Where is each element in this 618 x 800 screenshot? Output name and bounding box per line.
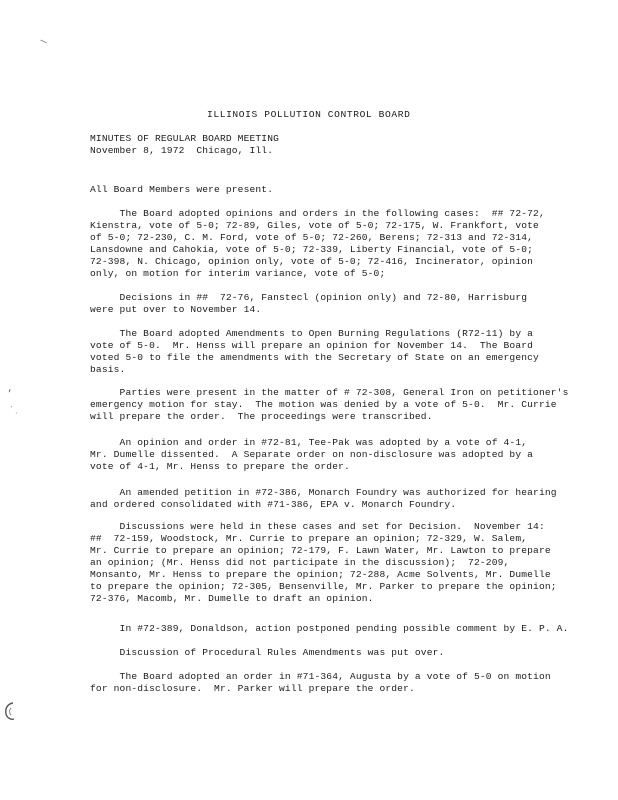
text-line: Discussions were held in these cases and set for Decision. November 14:: [90, 521, 545, 532]
board-title: ILLINOIS POLLUTION CONTROL BOARD: [207, 109, 411, 120]
text-line: 72-376, Macomb, Mr. Dumelle to draft an opinion.: [90, 593, 374, 604]
text-line: emergency motion for stay. The motion was denied by a vote of 5-0. Mr. Currie: [90, 399, 557, 410]
text-line: Decisions in ## 72-76, Fanstecl (opinion only) and 72-80, Harrisburg: [90, 292, 528, 303]
text-line: vote of 5-0. Mr. Henss will prepare an opinion for November 14. The Board: [90, 340, 534, 351]
text-line: Discussion of Procedural Rules Amendments was put over.: [90, 647, 445, 658]
paragraph-monarch-foundry: [90, 487, 560, 511]
text-line: The Board adopted opinions and orders in the following cases: ## 72-72,: [90, 208, 545, 219]
paragraph-donaldson: [90, 623, 569, 635]
text-line: Lansdowne and Cahokia, vote of 5-0; 72-339, Liberty Financial, vote of 5-0;: [90, 244, 534, 255]
paragraph-procedural-rules: [90, 647, 560, 659]
meeting-date-location: November 8, 1972 Chicago, Ill.: [90, 145, 274, 156]
text-line: will prepare the order. The proceedings were transcribed.: [90, 411, 433, 422]
text-line: an opinion; (Mr. Henss did not participate in the discussion); 72-209,: [90, 557, 510, 568]
text-line: In #72-389, Donaldson, action postponed pending possible comment by E. P. A.: [90, 623, 569, 634]
attendance-statement: [90, 184, 273, 196]
text-line: The Board adopted an order in #71-364, Augusta by a vote of 5-0 on motion: [90, 671, 551, 682]
paragraph-open-burning: [90, 328, 560, 376]
text-line: for non-disclosure. Mr. Parker will prepare the order.: [90, 683, 415, 694]
margin-mark: ‵̣: [9, 406, 14, 415]
text-line: were put over to November 14.: [90, 304, 262, 315]
text-line: An opinion and order in #72-81, Tee-Pak was adopted by a vote of 4-1,: [90, 437, 528, 448]
text-line: voted 5-0 to file the amendments with the Secretary of State on an emergency: [90, 352, 539, 363]
text-line: Monsanto, Mr. Henss to prepare the opinion; 72-288, Acme Solvents, Mr. Dumelle: [90, 569, 551, 580]
paragraph-decisions-put-over: [90, 292, 560, 316]
paragraph-opinions-adopted: [90, 208, 560, 280]
paragraph-discussions: [90, 521, 560, 605]
text-line: of 5-0; 72-230, C. M. Ford, vote of 5-0; 72-260, Berens; 72-313 and 72-314,: [90, 232, 534, 243]
text-line: An amended petition in #72-386, Monarch Foundry was authorized for hearing: [90, 487, 557, 498]
text-line: and ordered consolidated with #71-386, EPA v. Monarch Foundry.: [90, 499, 457, 510]
paragraph-general-iron: [90, 387, 569, 423]
text-line: Kienstra, vote of 5-0; 72-89, Giles, vote of 5-0; 72-175, W. Frankfort, vote: [90, 220, 539, 231]
text-line: ## 72-159, Woodstock, Mr. Currie to prepare an opinion; 72-329, W. Salem,: [90, 533, 528, 544]
text-line: to prepare the opinion; 72-305, Bensenville, Mr. Parker to prepare the opinion;: [90, 581, 557, 592]
attendance-text: All Board Members were present.: [90, 184, 274, 195]
paragraph-augusta: [90, 671, 560, 695]
text-line: vote of 4-1, Mr. Henss to prepare the order.: [90, 461, 350, 472]
text-line: basis.: [90, 364, 126, 375]
paragraph-tee-pak: [90, 437, 560, 473]
text-line: The Board adopted Amendments to Open Burning Regulations (R72-11) by a: [90, 328, 534, 339]
margin-mark: ’: [7, 389, 13, 399]
text-line: 72-398, N. Chicago, opinion only, vote of 5-0; 72-416, Incinerator, opinion: [90, 256, 534, 267]
scan-mark: \: [39, 37, 49, 48]
text-line: Mr. Dumelle dissented. A Separate order on non-disclosure was adopted by a: [90, 449, 534, 460]
text-line: only, on motion for interim variance, vote of 5-0;: [90, 268, 386, 279]
staple-mark: [3, 700, 17, 722]
minutes-heading: MINUTES OF REGULAR BOARD MEETING: [90, 133, 280, 144]
text-line: Parties were present in the matter of # 72-308, General Iron on petitioner's: [90, 387, 569, 398]
text-line: Mr. Currie to prepare an opinion; 72-179, F. Lawn Water, Mr. Lawton to prepare: [90, 545, 551, 556]
